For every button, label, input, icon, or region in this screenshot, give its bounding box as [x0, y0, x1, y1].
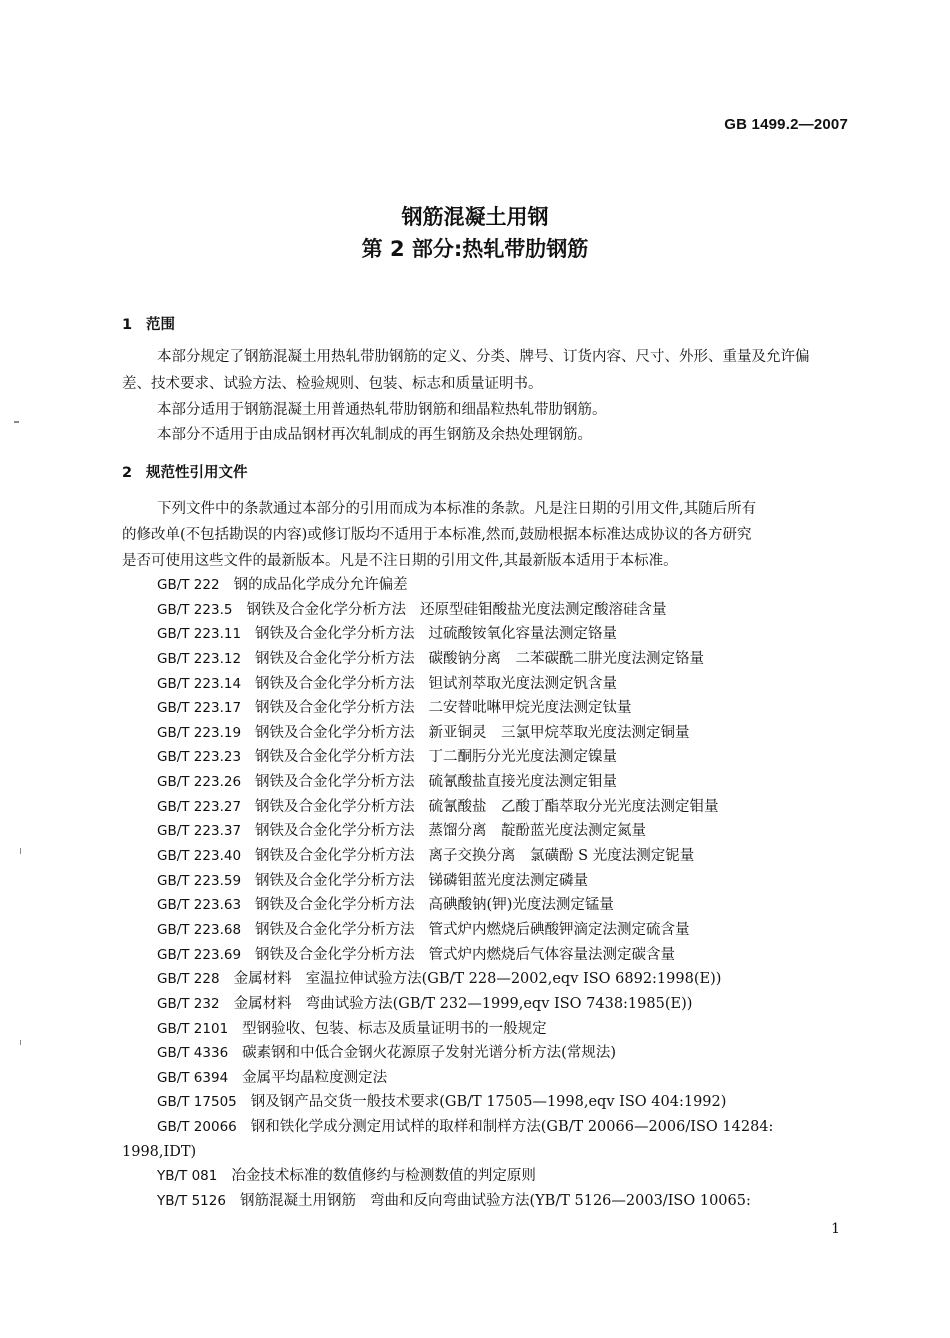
- reference-method: 离子交换分离 氯磺酚 S 光度法测定铌量: [428, 848, 695, 865]
- reference-item: [122, 1115, 787, 1164]
- reference-title: 冶金技术标准的数值修约与检测数值的判定原则: [231, 1168, 536, 1185]
- reference-title: 钢铁及合金化学分析方法: [246, 601, 406, 618]
- reference-title: 钢铁及合金化学分析方法: [255, 650, 415, 667]
- reference-method: 蒸馏分离 靛酚蓝光度法测定氮量: [428, 823, 647, 840]
- reference-code: GB/T 223.26: [157, 774, 242, 791]
- reference-method: 管式炉内燃烧后碘酸钾滴定法测定硫含量: [428, 921, 690, 938]
- reference-method: 管式炉内燃烧后气体容量法测定碳含量: [428, 946, 676, 963]
- reference-item: [157, 992, 787, 1017]
- section-1-paragraph-1-line-2: 差、技术要求、试验方法、检验规则、包装、标志和质量证明书。: [122, 376, 543, 392]
- reference-method: 新亚铜灵 三氯甲烷萃取光度法测定铜量: [428, 724, 690, 741]
- reference-method: 钽试剂萃取光度法测定钒含量: [428, 675, 618, 692]
- reference-title: 钢铁及合金化学分析方法: [255, 774, 415, 791]
- section-2-title: 规范性引用文件: [146, 465, 248, 481]
- reference-code: GB/T 223.19: [157, 724, 242, 741]
- reference-title: 钢铁及合金化学分析方法: [255, 921, 415, 938]
- section-1-number: 1: [122, 317, 133, 333]
- reference-title: 钢铁及合金化学分析方法: [255, 897, 415, 914]
- reference-code: GB/T 223.14: [157, 675, 242, 692]
- reference-item: [157, 1041, 787, 1066]
- reference-continuation: 1998,IDT): [122, 1143, 197, 1160]
- reference-item: [157, 819, 787, 844]
- reference-title: 钢铁及合金化学分析方法: [255, 700, 415, 717]
- reference-method: 高碘酸钠(钾)光度法测定锰量: [428, 897, 614, 914]
- reference-title: 钢铁及合金化学分析方法: [255, 675, 415, 692]
- reference-title: 金属材料: [233, 995, 292, 1012]
- reference-item: [157, 1017, 787, 1042]
- reference-item: [157, 573, 787, 598]
- reference-method: 弯曲和反向弯曲试验方法(YB/T 5126—2003/ISO 10065:: [369, 1193, 751, 1210]
- reference-title: 型钢验收、包装、标志及质量证明书的一般规定: [242, 1020, 547, 1037]
- reference-item: [157, 967, 787, 992]
- reference-list: [122, 573, 787, 1214]
- reference-item: [157, 696, 787, 721]
- reference-code: GB/T 228: [157, 971, 220, 988]
- scan-speck: [20, 1040, 21, 1045]
- reference-method: 过硫酸铵氧化容量法测定铬量: [428, 626, 618, 643]
- reference-title: 钢铁及合金化学分析方法: [255, 724, 415, 741]
- reference-code: GB/T 20066: [157, 1119, 237, 1136]
- reference-item: [157, 745, 787, 770]
- section-1-heading: [122, 313, 175, 334]
- reference-title: 钢铁及合金化学分析方法: [255, 626, 415, 643]
- reference-code: GB/T 17505: [157, 1094, 237, 1111]
- reference-item: [157, 869, 787, 894]
- reference-item: [157, 770, 787, 795]
- reference-code: GB/T 223.68: [157, 921, 242, 938]
- reference-code: GB/T 2101: [157, 1020, 229, 1037]
- reference-title: 金属平均晶粒度测定法: [242, 1069, 388, 1086]
- section-2-intro-line-1: 下列文件中的条款通过本部分的引用而成为本标准的条款。凡是注日期的引用文件,其随后所有: [157, 501, 757, 517]
- reference-item: [157, 1164, 787, 1189]
- reference-method: 碳酸钠分离 二苯碳酰二肼光度法测定铬量: [428, 650, 705, 667]
- reference-item: [157, 893, 787, 918]
- reference-item: [157, 1189, 787, 1214]
- document-title-line-2: 第 2 部分:热轧带肋钢筋: [361, 237, 589, 261]
- section-1-paragraph-2: 本部分适用于钢筋混凝土用普通热轧带肋钢筋和细晶粒热轧带肋钢筋。: [157, 402, 607, 418]
- reference-title: 钢铁及合金化学分析方法: [255, 749, 415, 766]
- reference-method: 室温拉伸试验方法(GB/T 228—2002,eqv ISO 6892:1998(E)): [305, 971, 722, 988]
- reference-code: YB/T 5126: [157, 1193, 226, 1210]
- reference-item: [157, 1090, 787, 1115]
- reference-method: 丁二酮肟分光光度法测定镍量: [428, 749, 618, 766]
- reference-title: 钢的成品化学成分允许偏差: [233, 577, 408, 593]
- reference-item: [157, 1066, 787, 1091]
- reference-title: 钢筋混凝土用钢筋: [239, 1193, 356, 1210]
- reference-method: 还原型硅钼酸盐光度法测定酸溶硅含量: [419, 601, 667, 618]
- reference-title: 碳素钢和中低合金钢火花源原子发射光谱分析方法(常规法): [242, 1045, 616, 1062]
- reference-title: 金属材料: [233, 971, 292, 988]
- section-2-intro-line-2: 的修改单(不包括勘误的内容)或修订版均不适用于本标准,然而,鼓励根据本标准达成协议的各方研究: [122, 527, 752, 543]
- reference-title: 钢铁及合金化学分析方法: [255, 848, 415, 865]
- reference-method: 弯曲试验方法(GB/T 232—1999,eqv ISO 7438:1985(E)): [305, 995, 693, 1012]
- reference-code: GB/T 223.27: [157, 798, 242, 815]
- section-2-number: 2: [122, 465, 133, 481]
- reference-title: 钢铁及合金化学分析方法: [255, 823, 415, 840]
- reference-code: GB/T 4336: [157, 1045, 229, 1062]
- reference-item: [157, 721, 787, 746]
- reference-code: GB/T 232: [157, 995, 220, 1012]
- reference-item: [157, 672, 787, 697]
- reference-item: [157, 943, 787, 968]
- reference-code: GB/T 223.63: [157, 897, 242, 914]
- reference-code: GB/T 223.12: [157, 650, 242, 667]
- reference-code: GB/T 223.59: [157, 872, 242, 889]
- reference-item: [157, 622, 787, 647]
- reference-method: 硫氰酸盐 乙酸丁酯萃取分光光度法测定钼量: [428, 798, 719, 815]
- section-2-intro-line-3: 是否可使用这些文件的最新版本。凡是不注日期的引用文件,其最新版本适用于本标准。: [122, 553, 678, 569]
- reference-title: 钢和铁化学成分测定用试样的取样和制样方法(GB/T 20066—2006/ISO 14284:: [250, 1119, 774, 1136]
- reference-title: 钢铁及合金化学分析方法: [255, 946, 415, 963]
- document-title-line-1: 钢筋混凝土用钢: [401, 205, 549, 229]
- reference-code: GB/T 223.11: [157, 626, 242, 643]
- reference-method: 硫氰酸盐直接光度法测定钼量: [428, 774, 618, 791]
- reference-title: 钢铁及合金化学分析方法: [255, 798, 415, 815]
- section-1-paragraph-3: 本部分不适用于由成品钢材再次轧制成的再生钢筋及余热处理钢筋。: [157, 427, 592, 443]
- scan-speck: [20, 848, 21, 854]
- reference-method: 锑磷钼蓝光度法测定磷量: [428, 872, 589, 889]
- reference-code: GB/T 6394: [157, 1069, 229, 1086]
- page-number: 1: [831, 1221, 840, 1237]
- scan-speck: [14, 421, 19, 423]
- reference-code: GB/T 223.37: [157, 823, 242, 840]
- reference-code: GB/T 223.40: [157, 848, 242, 865]
- section-1-title: 范围: [146, 317, 175, 333]
- reference-code: GB/T 223.69: [157, 946, 242, 963]
- reference-code: GB/T 223.17: [157, 700, 242, 717]
- reference-title: 钢铁及合金化学分析方法: [255, 872, 415, 889]
- reference-item: [157, 647, 787, 672]
- reference-code: YB/T 081: [157, 1168, 218, 1185]
- reference-code: GB/T 223.23: [157, 749, 242, 766]
- standard-code: GB 1499.2—2007: [724, 116, 848, 133]
- reference-code: GB/T 222: [157, 577, 220, 593]
- section-2-heading: [122, 461, 248, 482]
- reference-item: [157, 795, 787, 820]
- reference-title: 钢及钢产品交货一般技术要求(GB/T 17505—1998,eqv ISO 404:1992): [250, 1094, 727, 1111]
- reference-code: GB/T 223.5: [157, 601, 233, 618]
- reference-method: 二安替吡啉甲烷光度法测定钛量: [428, 700, 632, 717]
- reference-item: [157, 844, 787, 869]
- section-1-paragraph-1-line-1: 本部分规定了钢筋混凝土用热轧带肋钢筋的定义、分类、牌号、订货内容、尺寸、外形、重量及允许偏: [157, 349, 810, 365]
- reference-item: [157, 918, 787, 943]
- reference-item: [157, 598, 787, 623]
